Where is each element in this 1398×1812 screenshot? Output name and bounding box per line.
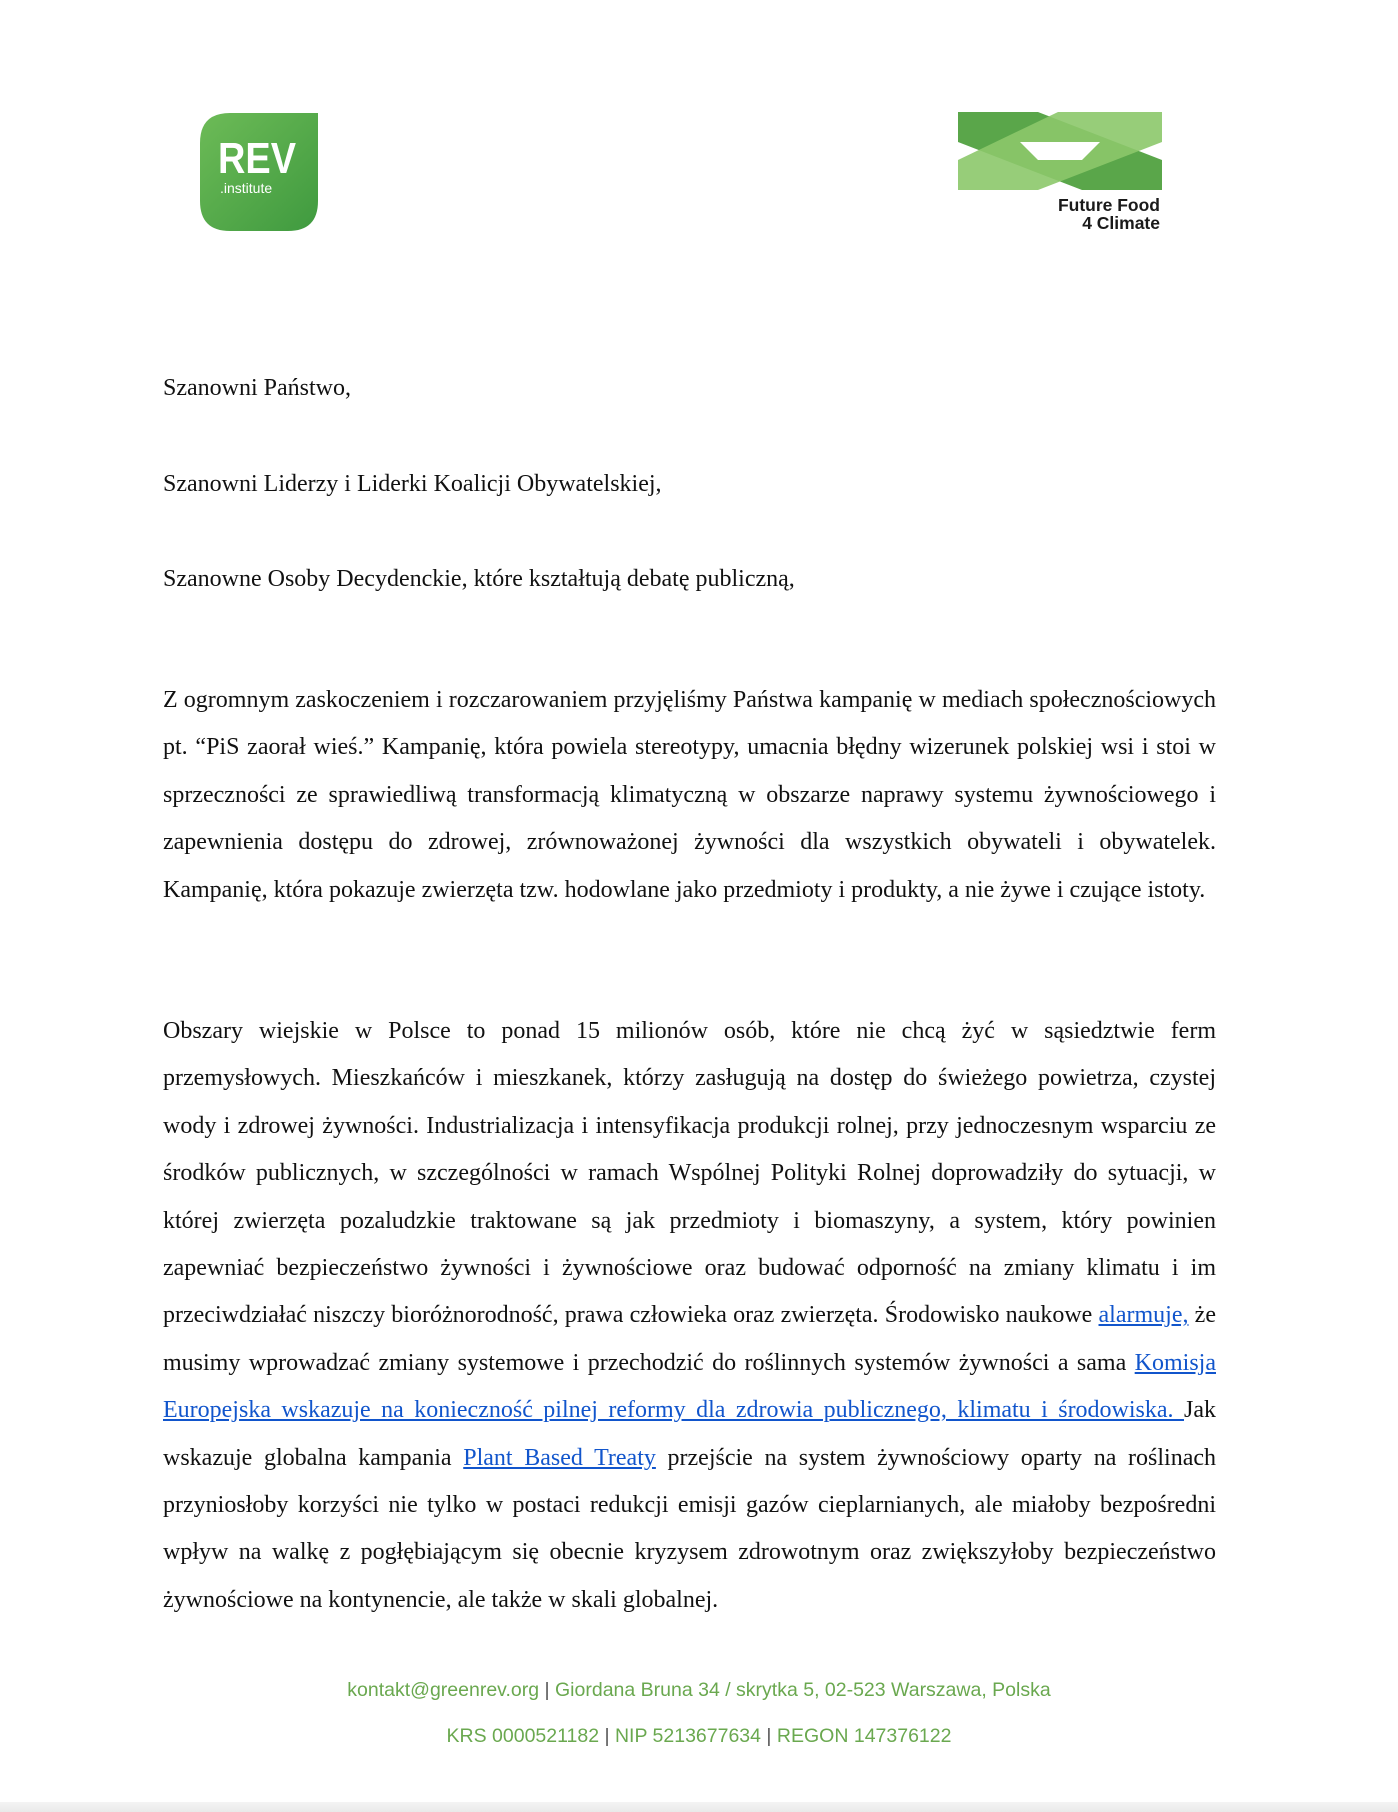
salutation-3: Szanowne Osoby Decydenckie, które kształtują debatę publiczną,	[163, 566, 795, 592]
future-food-line1: Future Food	[1057, 195, 1160, 215]
paragraph-2-text-part2: że musimy wprowadzać zmiany systemowe i przechodzić do roślinnych systemów żywności a sama	[163, 1302, 1216, 1376]
salutation-1: Szanowni Państwo,	[163, 375, 351, 401]
footer-separator: |	[604, 1725, 610, 1747]
page-bottom-edge	[0, 1802, 1398, 1812]
paragraph-2-text-part3: Jak wskazuje globalna kampania	[163, 1397, 1216, 1471]
alarmuje-link[interactable]: alarmuje,	[1098, 1302, 1189, 1329]
rev-logo-main-text: REV	[218, 134, 297, 183]
body-paragraph-1: Z ogromnym zaskoczeniem i rozczarowaniem przyjęliśmy Państwa kampanię w mediach społecznościowych pt. “PiS zaorał wieś.” Kampanię, która powiela stereotypy, umacnia błędny wizerunek polskiej wsi i stoi w sprzeczności ze sprawiedliwą transformacją klimatyczną w obszarze naprawy systemu żywnościowego i zapewnienia dostępu do zdrowej, zrównoważonej żywności dla wszystkich obywateli i obywatelek. Kampanię, która pokazuje zwierzęta tzw. hodowlane jako przedmioty i produkty, a nie żywe i czujące istoty.	[163, 687, 1216, 903]
body-paragraph-2	[163, 1008, 1216, 1624]
footer-krs: KRS 0000521182	[446, 1725, 600, 1747]
rev-logo-sub-text: .institute	[220, 180, 273, 196]
komisja-europejska-link[interactable]: Komisja Europejska wskazuje na konieczność pilnej reformy dla zdrowia publicznego, klimatu i środowiska.	[163, 1349, 1216, 1424]
footer-separator: |	[544, 1679, 550, 1701]
paragraph-2-text-part4: przejście na system żywnościowy oparty na roślinach przyniosłoby korzyści nie tylko w postaci redukcji emisji gazów cieplarnianych, ale miałoby bezpośredni wpływ na walkę z pogłębiającym się obecnie kryzysem zdrowotnym oraz zwiększyłoby bezpieczeństwo żywnościowe na kontynencie, ale także w skali globalnej.	[163, 1444, 1216, 1613]
future-food-line2: 4 Climate	[1082, 213, 1160, 233]
paragraph-2-text-part1: Obszary wiejskie w Polsce to ponad 15 milionów osób, które nie chcą żyć w sąsiedztwie ferm przemysłowych. Mieszkańców i mieszkanek, którzy zasługują na dostęp do świeżego powietrza, czystej wody i zdrowej żywności. Industrializacja i intensyfikacja produkcji rolnej, przy jednoczesnym wsparciu ze środków publicznych, w szczególności w ramach Wspólnej Polityki Rolnej doprowadziły do sytuacji, w której zwierzęta pozaludzkie traktowane są jak przedmioty i biomaszyny, a system, który powinien zapewniać bezpieczeństwo żywności i żywnościowe oraz budować odporność na zmiany klimatu i im przeciwdziałać niszczy bioróżnorodność, prawa człowieka oraz zwierzęta. Środowisko naukowe	[163, 1018, 1216, 1329]
footer-nip: NIP 5213677634	[614, 1725, 761, 1747]
footer-contact-line	[0, 1679, 1398, 1702]
footer-regon: REGON 147376122	[776, 1725, 952, 1747]
salutation-2: Szanowni Liderzy i Liderki Koalicji Obywatelskiej,	[163, 471, 662, 497]
footer-separator: |	[766, 1725, 772, 1747]
footer-registry-line	[0, 1725, 1398, 1748]
future-food-logo-text	[958, 196, 1160, 232]
plant-based-treaty-link[interactable]: Plant Based Treaty	[463, 1444, 656, 1471]
rev-institute-logo	[200, 113, 318, 231]
footer-email[interactable]: kontakt@greenrev.org	[347, 1679, 540, 1701]
footer-address: Giordana Bruna 34 / skrytka 5, 02-523 Warszawa, Polska	[555, 1679, 1051, 1701]
